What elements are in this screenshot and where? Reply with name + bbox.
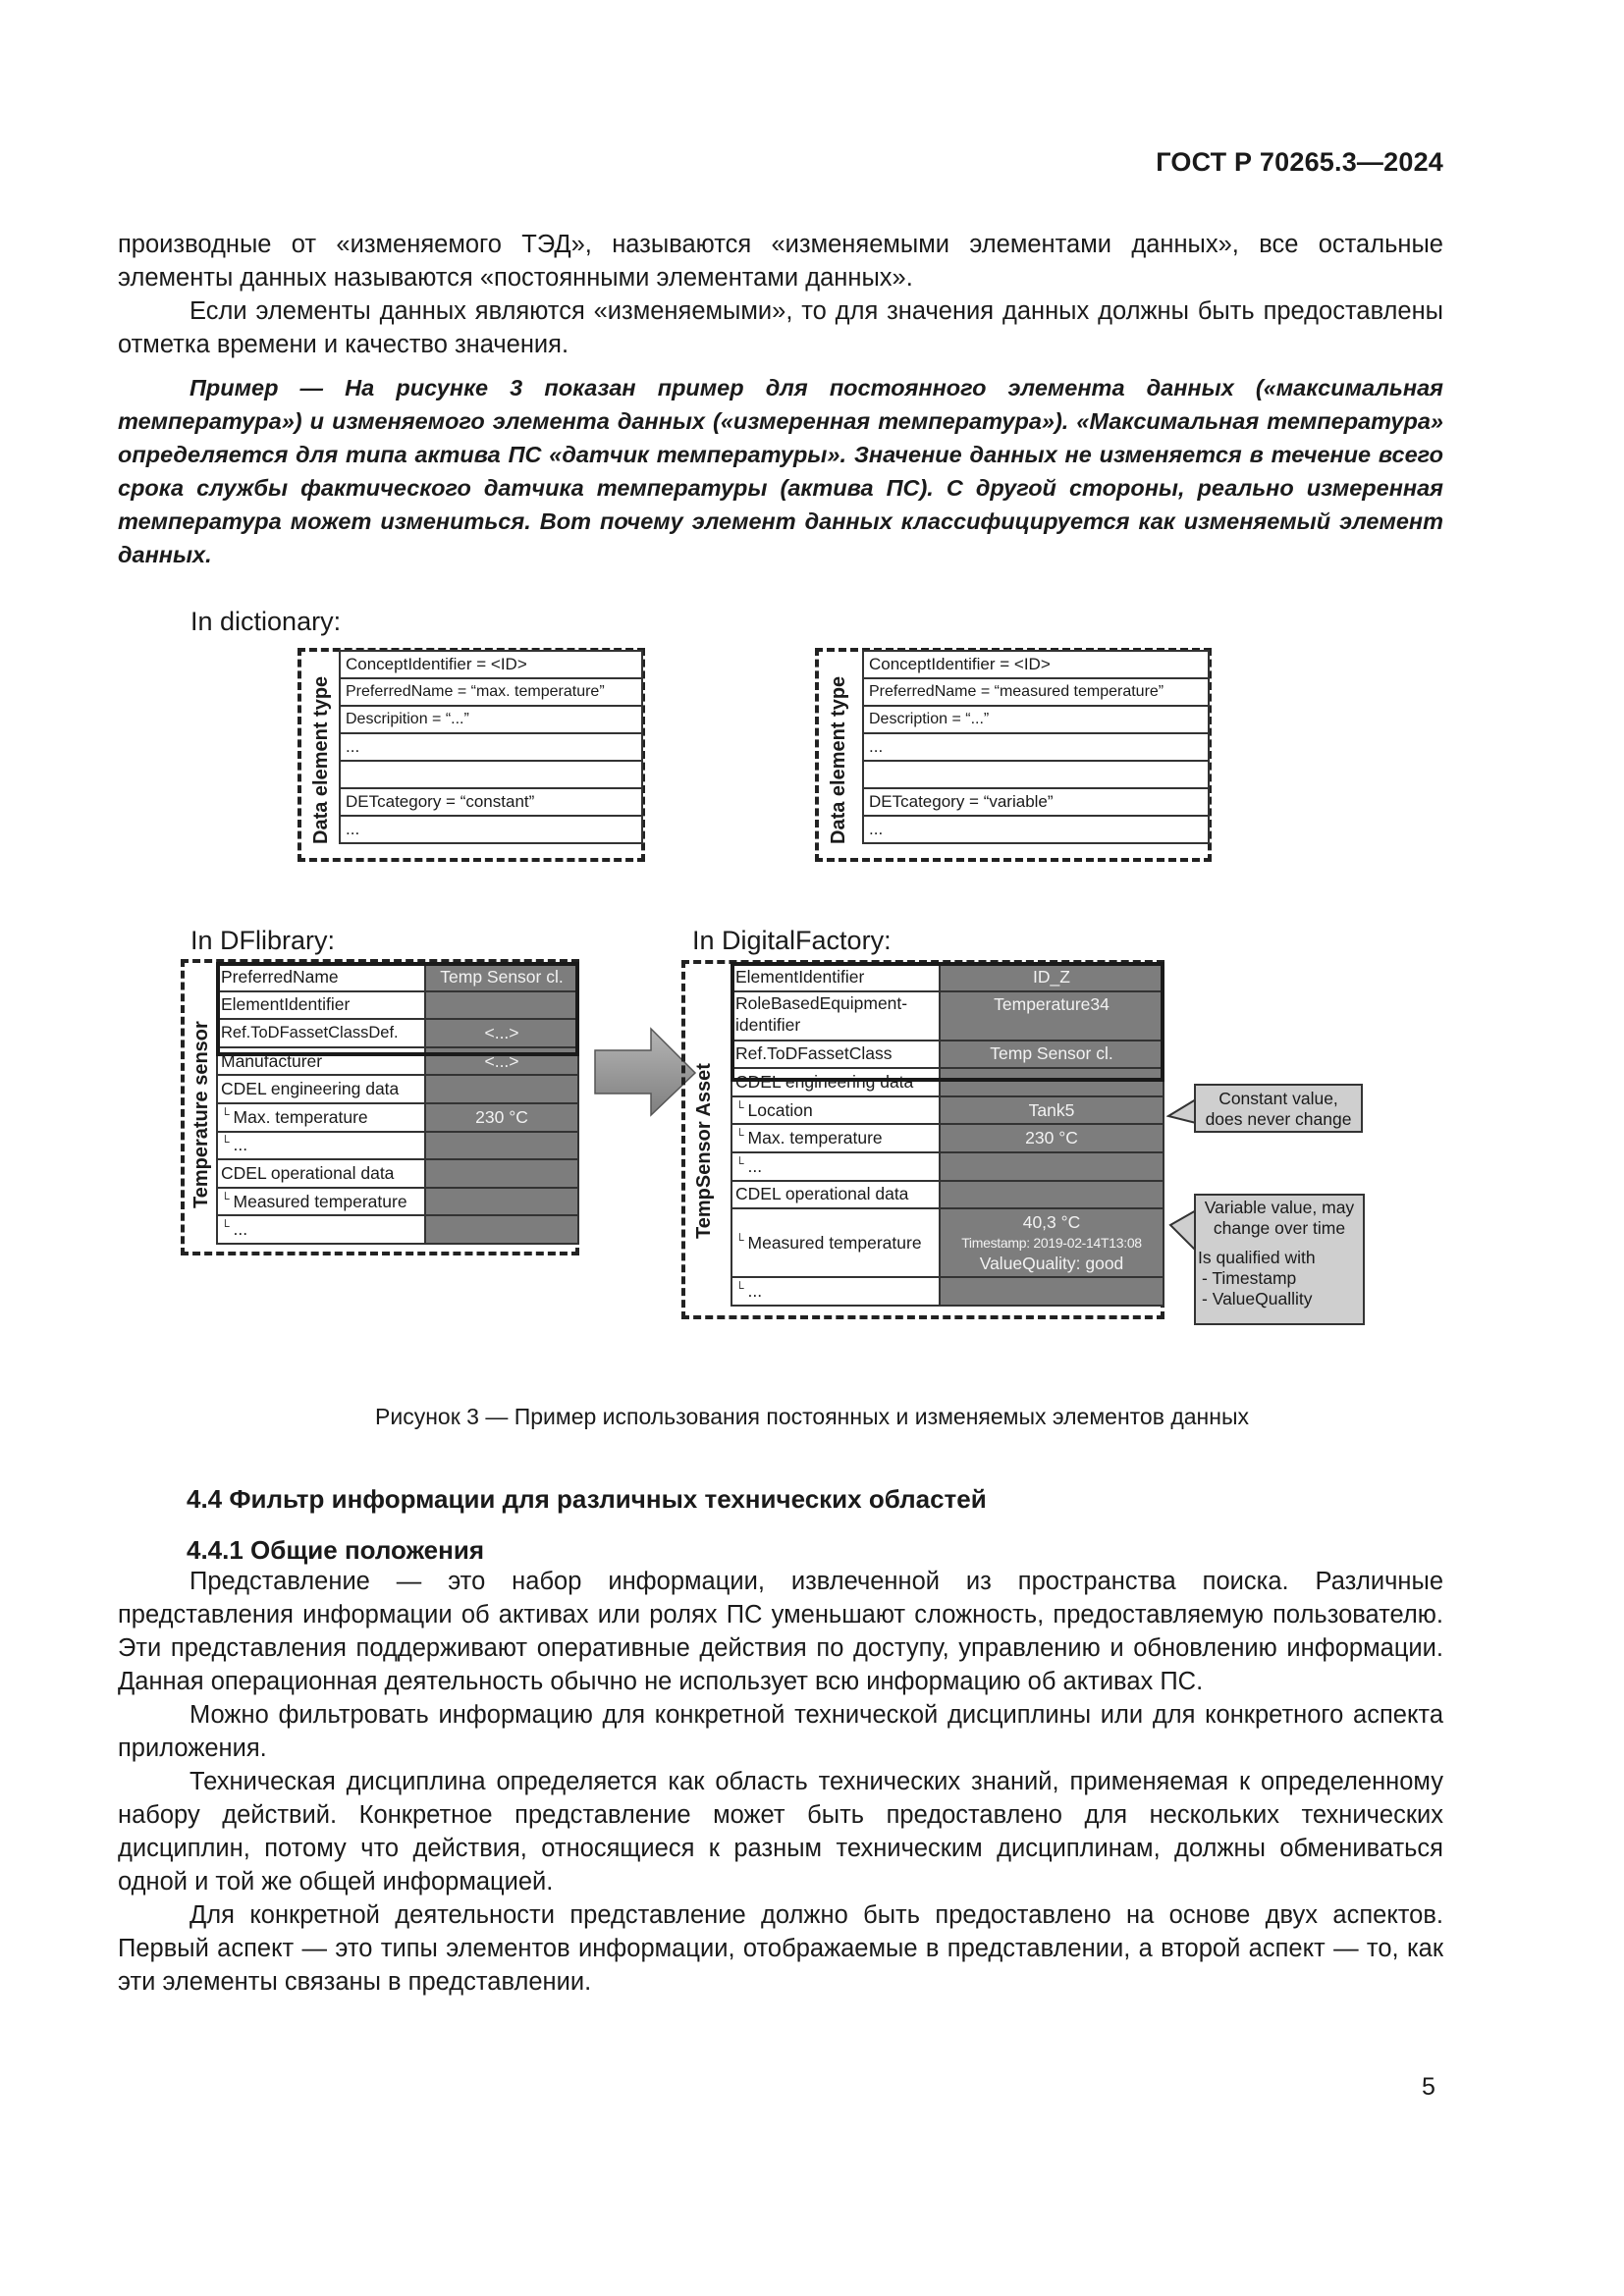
- digitalfactory-box: [681, 960, 1164, 1319]
- dict-row: [863, 761, 1209, 788]
- intro-paragraph-1: производные от «изменяемого ТЭД», называются «изменяемыми элементами данных», все остальные элементы данных называются «постоянными элементами данных».: [118, 231, 1443, 292]
- dict-row: ...: [340, 816, 642, 843]
- side-label: Data element type: [828, 675, 849, 844]
- table-row: └ Measured temperature 40,3 °C Timestamp: 2019-02-14T13:08 ValueQuality: good: [731, 1208, 1164, 1277]
- subitem-marker: └: [735, 1280, 744, 1295]
- intro-paragraph-2: Если элементы данных являются «изменяемыми», то для значения данных должны быть предоставлены отметка времени и качество значения.: [118, 297, 1443, 358]
- document-code: ГОСТ Р 70265.3—2024: [1156, 147, 1443, 177]
- timestamp: Timestamp: 2019-02-14T13:08: [961, 1234, 1142, 1251]
- table-row: ElementIdentifier: [217, 991, 578, 1020]
- table-row: └ Location Tank5: [731, 1096, 1164, 1125]
- dictionary-table: [339, 650, 643, 844]
- callout-variable: Variable value, may change over time Is qualified with - Timestamp - ValueQuallity: [1194, 1194, 1365, 1325]
- dict-row: DETcategory = “variable”: [863, 788, 1209, 816]
- subitem-marker: └: [221, 1219, 230, 1234]
- table-row: └ Max. temperature 230 °C: [731, 1124, 1164, 1152]
- dict-row: PreferredName = “max. temperature”: [340, 678, 642, 706]
- callout-constant: Constant value, does never change: [1194, 1084, 1363, 1133]
- subitem-marker: └: [735, 1155, 744, 1170]
- table-row: RoleBasedEquipment- identifier Temperature34: [731, 991, 1164, 1041]
- table-row: Ref.ToDFassetClassDef. <...>: [217, 1019, 578, 1047]
- dict-row: ConceptIdentifier = <ID>: [863, 651, 1209, 678]
- subitem-marker: └: [221, 1106, 230, 1121]
- table-row: CDEL operational data: [217, 1159, 578, 1188]
- dict-row: [340, 761, 642, 788]
- subitem-marker: └: [221, 1135, 230, 1149]
- dflibrary-box: [181, 959, 579, 1255]
- dict-row: PreferredName = “measured temperature”: [863, 678, 1209, 706]
- section-heading: 4.4 Фильтр информации для различных технических областей: [187, 1484, 987, 1514]
- table-row: CDEL engineering data: [731, 1068, 1164, 1096]
- dict-row: ConceptIdentifier = <ID>: [340, 651, 642, 678]
- dictionary-label: In dictionary:: [190, 607, 342, 636]
- digitalfactory-table: [731, 962, 1164, 1307]
- dict-row: ...: [863, 733, 1209, 761]
- dictionary-table: [862, 650, 1210, 844]
- page-number: 5: [1422, 2073, 1435, 2101]
- section-paragraph-3: Техническая дисциплина определяется как область технических знаний, применяемая к определенному набору действий. Конкретное представление может быть предоставлено для нескольких технических дисциплин, потому что действия, относящиеся к разным техническим дисциплинам, должны обмениваться одной и той же общей информацией.: [118, 1768, 1443, 1896]
- table-row: └ Measured temperature: [217, 1188, 578, 1216]
- table-row: ElementIdentifier ID_Z: [731, 963, 1164, 991]
- side-label: Data element type: [310, 675, 332, 844]
- table-row: └ Max. temperature 230 °C: [217, 1103, 578, 1132]
- subsection-heading: 4.4.1 Общие положения: [187, 1535, 484, 1565]
- dict-row: DETcategory = “constant”: [340, 788, 642, 816]
- section-paragraph-1: Представление — это набор информации, извлеченной из пространства поиска. Различные представления информации об активах или ролях ПС уменьшают сложность, предоставляемую пользователю. Эти представления поддерживают оперативные действия по доступу, управлению и обновлению информации. Данная операционная деятельность обычно не использует всю информацию об активах ПС.: [118, 1568, 1443, 1695]
- table-row: Ref.ToDFassetClass Temp Sensor cl.: [731, 1041, 1164, 1069]
- table-row: CDEL engineering data: [217, 1075, 578, 1103]
- example-note: Пример — На рисунке 3 показан пример для постоянного элемента данных («максимальная температура») и изменяемого элемента данных («измеренная температура»). «Максимальная температура» определяется для типа актива ПС «датчик температуры». Значение данных не изменяется в течение всего срока службы фактического датчика температуры (актива ПС). С другой стороны, реально измеренная температура может измениться. Вот почему элемент данных классифицируется как изменяемый элемент данных.: [118, 375, 1443, 567]
- dict-row: Descripition = “...”: [340, 706, 642, 733]
- table-row: └ ...: [217, 1132, 578, 1160]
- table-row: PreferredName Temp Sensor cl.: [217, 963, 578, 991]
- section-paragraph-4: Для конкретной деятельности представление должно быть предоставлено на основе двух аспектов. Первый аспект — это типы элементов информации, отображаемые в представлении, а второй аспект — то, как эти элементы связаны в представлении.: [118, 1901, 1443, 1996]
- table-row: CDEL operational data: [731, 1181, 1164, 1209]
- side-label: Temperature sensor: [190, 1021, 212, 1208]
- section-paragraph-2: Можно фильтровать информацию для конкретной технической дисциплины или для конкретного аспекта приложения.: [118, 1701, 1443, 1762]
- dflibrary-table: [216, 962, 579, 1245]
- subitem-marker: └: [221, 1191, 230, 1205]
- digitalfactory-label: In DigitalFactory:: [692, 926, 892, 955]
- table-row: └ ...: [731, 1277, 1164, 1306]
- dflibrary-label: In DFlibrary:: [190, 926, 336, 955]
- table-row: Manufacturer <...>: [217, 1047, 578, 1076]
- value-quality: ValueQuality: good: [979, 1253, 1124, 1273]
- table-row: └ ...: [731, 1152, 1164, 1181]
- side-label: TempSensor Asset: [693, 1063, 715, 1239]
- dictionary-box-variable: [815, 648, 1212, 862]
- table-row: └ ...: [217, 1215, 578, 1244]
- dictionary-box-constant: [298, 648, 645, 862]
- subitem-marker: └: [735, 1099, 744, 1114]
- subitem-marker: └: [735, 1232, 744, 1247]
- dict-row: ...: [863, 816, 1209, 843]
- measured-value: 40,3 °C: [1022, 1211, 1081, 1232]
- dict-row: Description = “...”: [863, 706, 1209, 733]
- dict-row: ...: [340, 733, 642, 761]
- figure-caption: Рисунок 3 — Пример использования постоянных и изменяемых элементов данных: [375, 1404, 1249, 1429]
- subitem-marker: └: [735, 1128, 744, 1143]
